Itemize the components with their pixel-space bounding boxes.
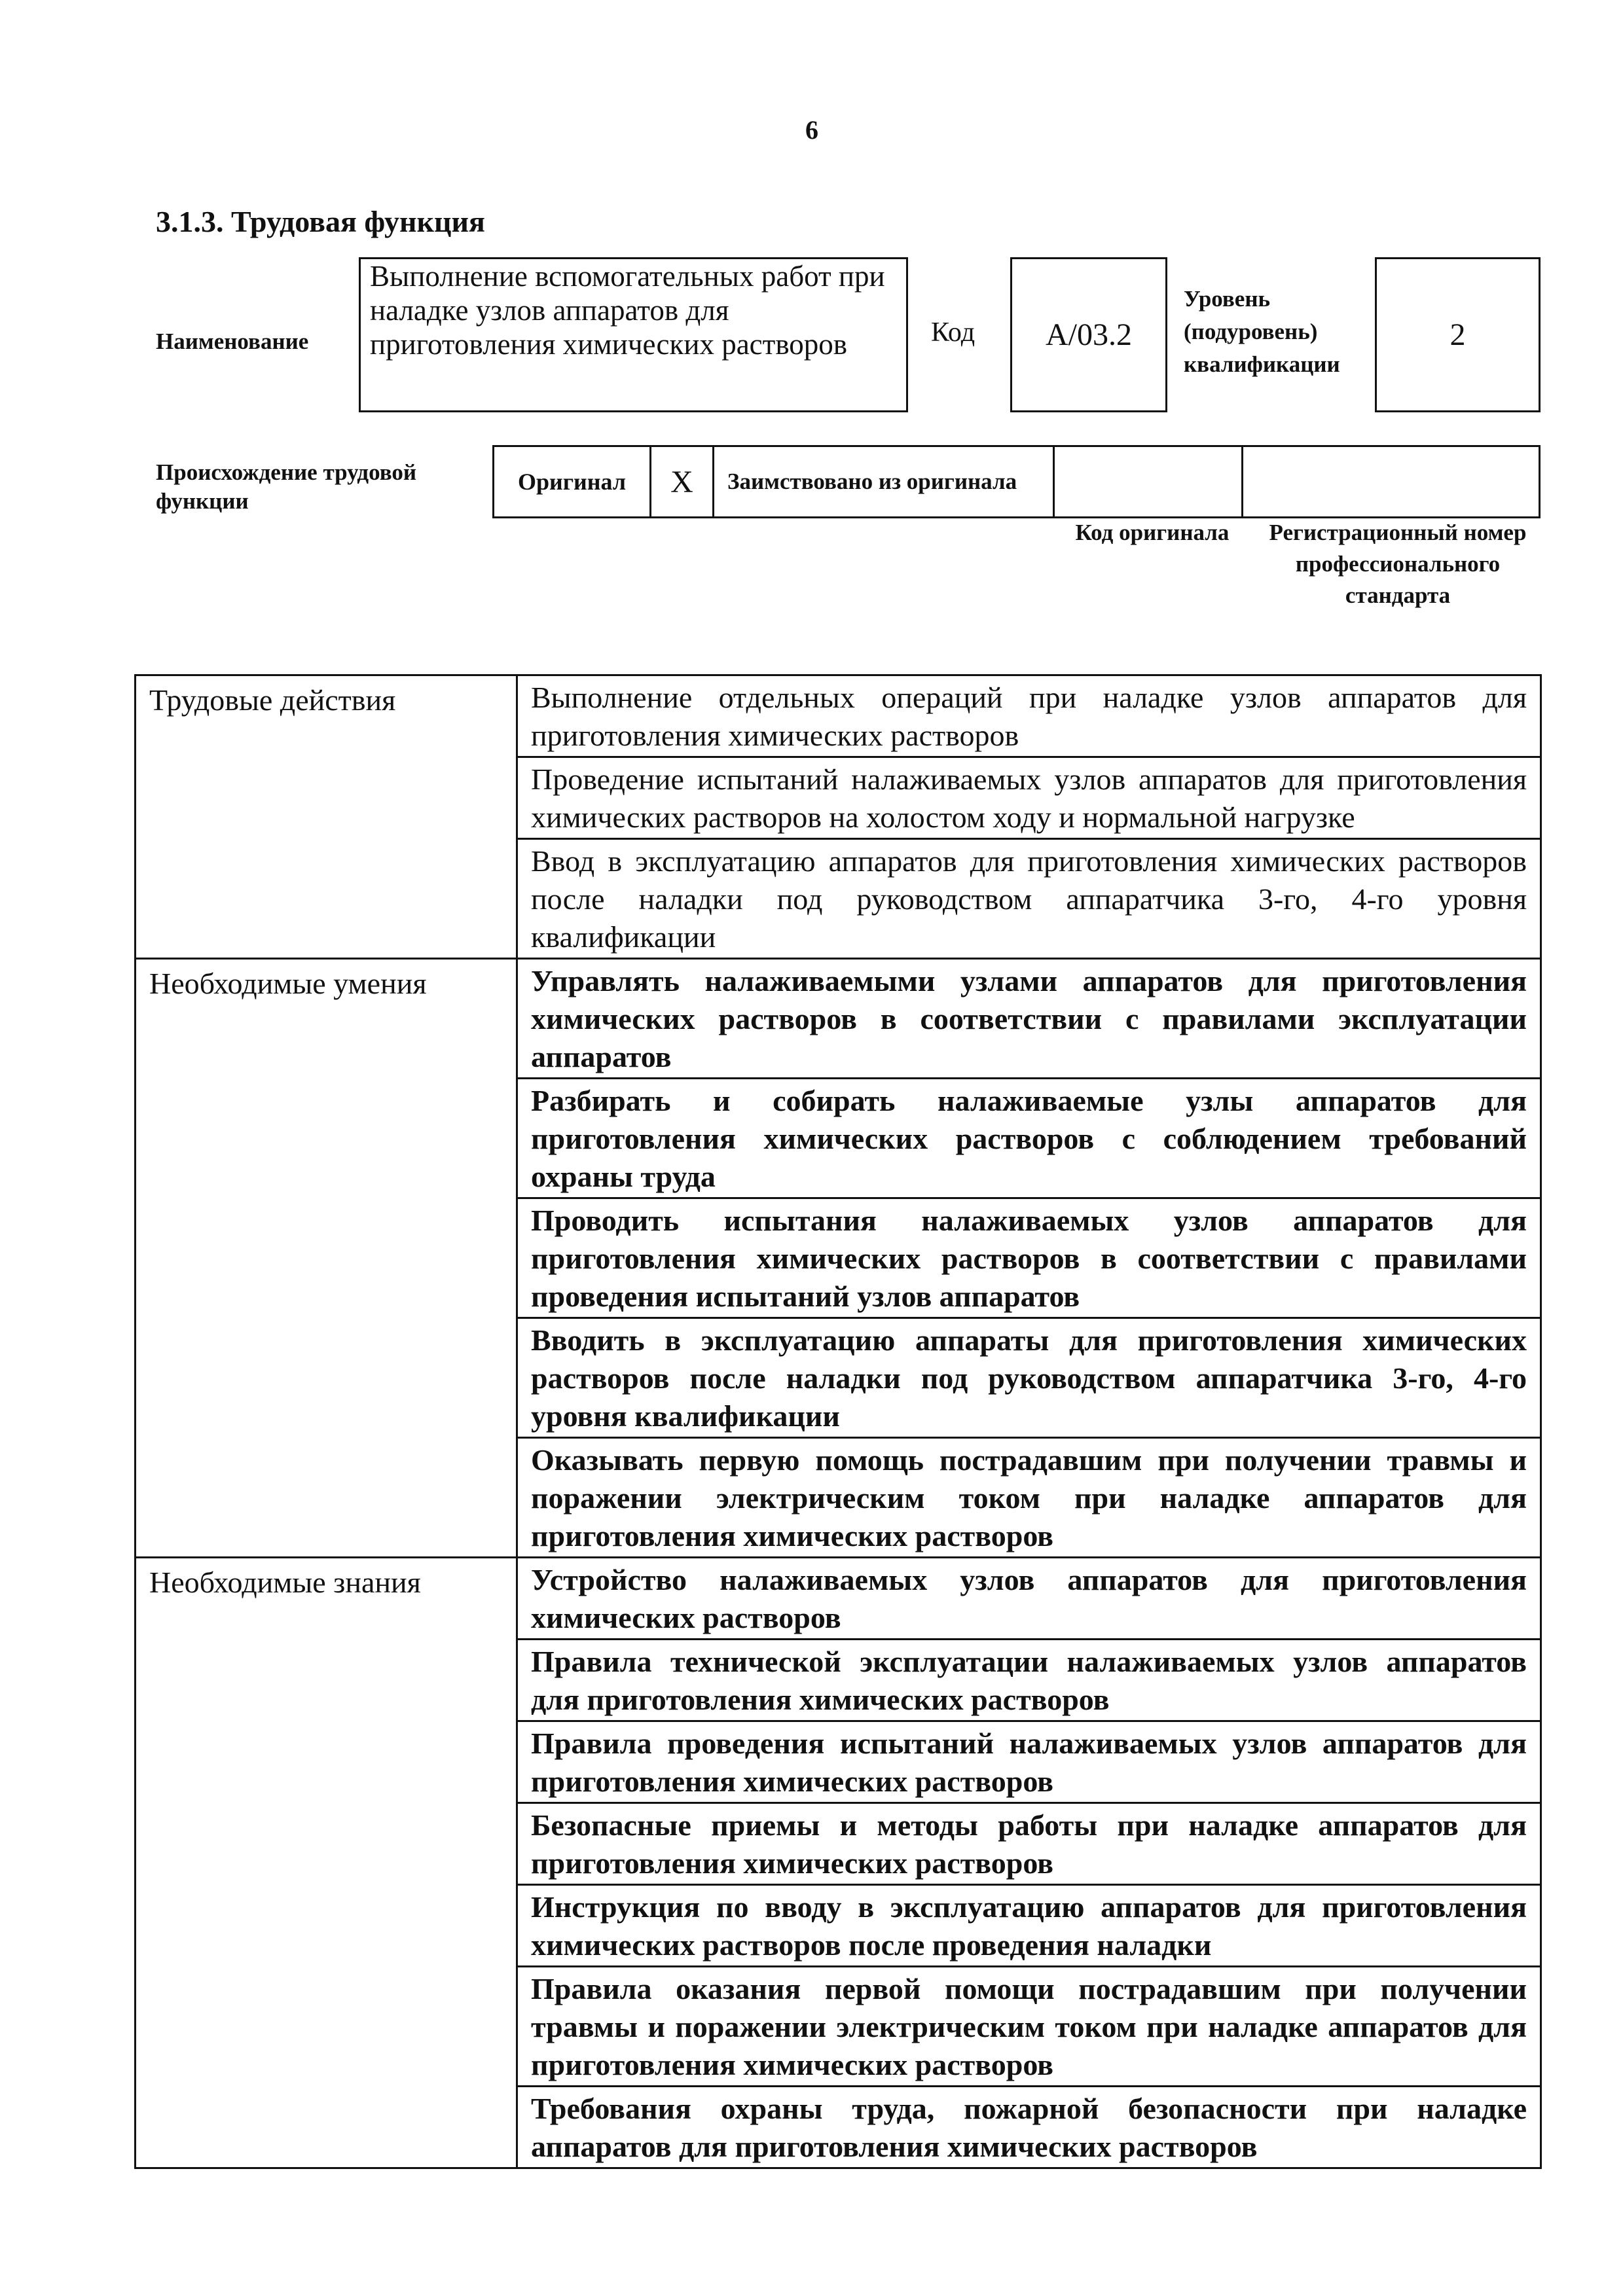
code-label: Код (931, 317, 976, 348)
function-name-box (359, 257, 908, 412)
registration-number-caption: Регистрационный номер профессионального стандарта (1269, 520, 1527, 608)
original-label: Оригинал (517, 469, 627, 495)
table-cell: Выполнение отдельных операций при наладке узлов аппаратов для приготовления химических растворов (517, 675, 1541, 757)
level-label-line: Уровень (1184, 286, 1271, 312)
qualification-level-value: 2 (1450, 317, 1466, 352)
original-code-caption: Код оригинала (1075, 520, 1230, 545)
table-cell: Инструкция по вводу в эксплуатацию аппаратов для приготовления химических растворов после проведения наладки (517, 1885, 1541, 1967)
page-number: 6 (805, 115, 818, 145)
original-cell (494, 447, 651, 516)
table-row (136, 1558, 1541, 1640)
original-mark: X (670, 464, 693, 499)
level-label-line: квалификации (1184, 351, 1340, 377)
registration-number-cell (1243, 447, 1539, 516)
original-code-cell (1055, 447, 1243, 516)
table-cell: Проведение испытаний налаживаемых узлов аппаратов для приготовления химических растворов на холостом ходу и нормальной нагрузке (517, 757, 1541, 839)
table-row (136, 959, 1541, 1079)
labor-function-table (134, 674, 1542, 2169)
section-title-cell: Необходимые знания (136, 1558, 517, 2168)
table-cell: Правила проведения испытаний налаживаемых узлов аппаратов для приготовления химических растворов (517, 1721, 1541, 1803)
origin-label: Происхождение трудовой функции (156, 459, 417, 514)
section-title: 3.1.3. Трудовая функция (156, 205, 485, 238)
table-cell: Разбирать и собирать налаживаемые узлы аппаратов для приготовления химических растворов с соблюдением требований охраны труда (517, 1079, 1541, 1198)
section-title-cell: Необходимые умения (136, 959, 517, 1558)
name-label: Наименование (156, 329, 309, 354)
code-value: А/03.2 (1046, 317, 1132, 352)
table-cell: Безопасные приемы и методы работы при наладке аппаратов для приготовления химических растворов (517, 1803, 1541, 1885)
original-mark-cell (651, 447, 714, 516)
table-cell: Проводить испытания налаживаемых узлов аппаратов для приготовления химических растворов в соответствии с правилами проведения испытаний узлов аппаратов (517, 1198, 1541, 1318)
qualification-level-box (1375, 257, 1541, 412)
table-cell: Оказывать первую помощь пострадавшим при получении травмы и поражении электрическим током при наладке аппаратов для приготовления химических растворов (517, 1438, 1541, 1558)
table-cell: Устройство налаживаемых узлов аппаратов для приготовления химических растворов (517, 1558, 1541, 1640)
table-cell: Требования охраны труда, пожарной безопасности при наладке аппаратов для приготовления химических растворов (517, 2087, 1541, 2168)
borrowed-label: Заимствовано из оригинала (727, 469, 1017, 494)
code-box (1010, 257, 1167, 412)
table-row (136, 675, 1541, 757)
section-title-cell: Трудовые действия (136, 675, 517, 959)
borrowed-cell (714, 447, 1055, 516)
table-cell: Вводить в эксплуатацию аппараты для приготовления химических растворов после наладки под руководством аппаратчика 3-го, 4-го уровня квалификации (517, 1318, 1541, 1438)
qualification-level-label (1184, 283, 1340, 381)
origin-row (492, 445, 1541, 518)
function-name-value: Выполнение вспомогательных работ при наладке узлов аппаратов для приготовления химических растворов (370, 260, 885, 361)
table-cell: Ввод в эксплуатацию аппаратов для приготовления химических растворов после наладки под руководством аппаратчика 3-го, 4-го уровня квалификации (517, 839, 1541, 959)
table-cell: Правила оказания первой помощи пострадавшим при получении травмы и поражении электрическим током при наладке аппаратов для приготовления химических растворов (517, 1967, 1541, 2087)
table-cell: Управлять налаживаемыми узлами аппаратов для приготовления химических растворов в соответствии с правилами эксплуатации аппаратов (517, 959, 1541, 1079)
level-label-line: (подуровень) (1184, 319, 1318, 344)
table-cell: Правила технической эксплуатации налаживаемых узлов аппаратов для приготовления химических растворов (517, 1640, 1541, 1721)
